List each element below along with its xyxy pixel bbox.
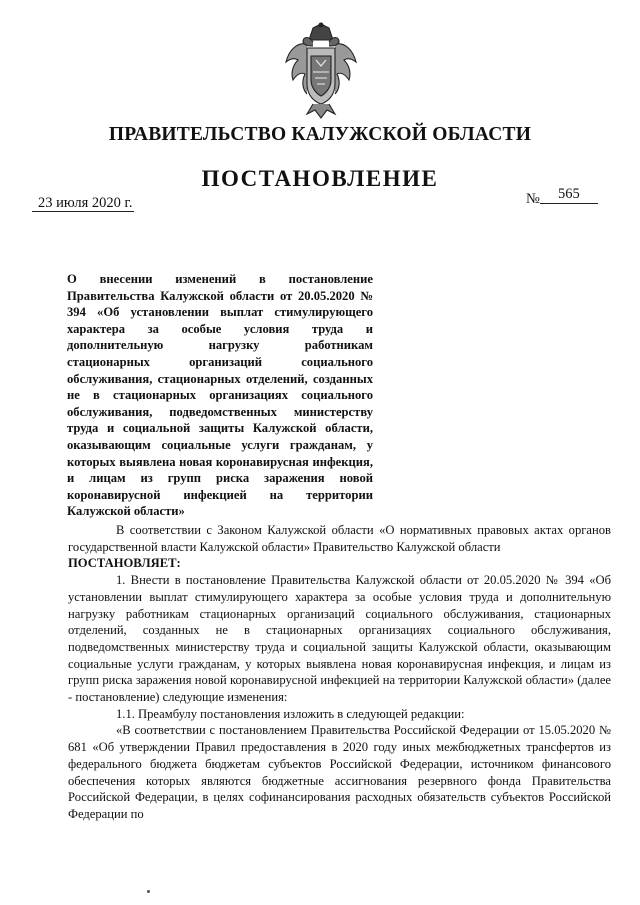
- resolves-heading: ПОСТАНОВЛЯЕТ:: [68, 556, 181, 571]
- item-1-1-paragraph: 1.1. Преамбулу постановления изложить в следующей редакции:: [116, 706, 465, 721]
- document-number: [526, 186, 598, 209]
- document-body: [68, 522, 611, 823]
- government-title: ПРАВИТЕЛЬСТВО КАЛУЖСКОЙ ОБЛАСТИ: [108, 124, 532, 145]
- number-sign: №: [526, 191, 540, 207]
- scan-speck: [147, 890, 150, 893]
- item-1-paragraph: 1. Внести в постановление Правительства Калужской области от 20.05.2020 № 394 «Об установлении выплат стимулирующего характера за особые условия труда и дополнительную нагрузку работникам стационарных организаций социального обслуживания, стационарных отделений, созданных не в стационарных организациях социального обслуживания, подведомственных министерству труда и социальной защиты Калужской области, оказывающим социальные услуги гражданам, у которых выявлена новая коронавирусная инфекция, и лицам из групп риска заражения новой коронавирусной инфекцией на территории Калужской области» (далее - постановление) следующие изменения:: [68, 573, 611, 705]
- number-value: 565: [540, 185, 598, 204]
- quoted-preamble-paragraph: «В соответствии с постановлением Правительства Российской Федерации от 15.05.2020 № 681 «Об утверждении Правил предоставления в 2020 году иных межбюджетных трансфертов из федерального бюджета бюджетам субъектов Российской Федерации, источником финансового обеспечения которых являются бюджетные ассигнования резервного фонда Правительства Российской Федерации, в целях софинансирования расходных обязательств субъектов Российской Федерации по: [68, 723, 611, 821]
- coat-of-arms-emblem: [283, 22, 359, 122]
- preamble-paragraph: В соответствии с Законом Калужской области «О нормативных правовых актах органов государственной власти Калужской области» Правительство Калужской области: [68, 523, 611, 554]
- document-type-heading: ПОСТАНОВЛЕНИЕ: [201, 166, 439, 191]
- document-subject: О внесении изменений в постановление Правительства Калужской области от 20.05.2020 № 394 «Об установлении выплат стимулирующего характера за особые условия труда и дополнительную нагрузку работникам стационарных организаций социального обслуживания, стационарных отделений, созданных не в стационарных организациях социального обслуживания, подведомственных министерству труда и социальной защиты Калужской области, оказывающим социальные услуги гражданам, у которых выявлена новая коронавирусная инфекция, и лицам из групп риска заражения новой коронавирусной инфекцией на территории Калужской области»: [67, 272, 373, 519]
- document-date: 23 июля 2020 г.: [32, 195, 134, 212]
